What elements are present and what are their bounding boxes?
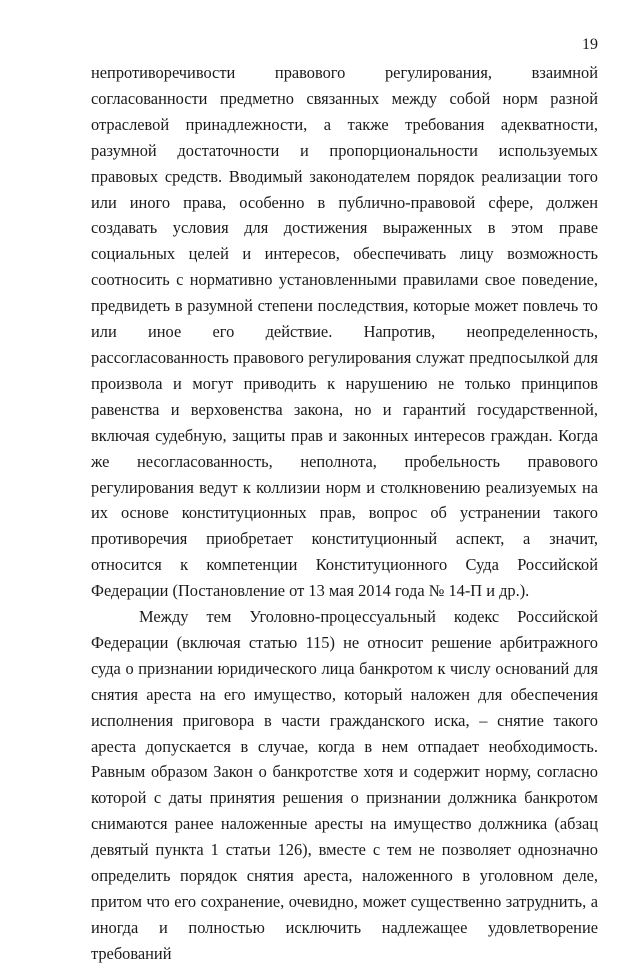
paragraph-continuation: непротиворечивости правового регулирования, взаимной согласованности предметно связанных между собой норм разной отраслевой принадлежности, а также требования адекватности, разумной достаточности и пропорциональности используемых правовых средств. Вводимый законодателем порядок реализации того или иного права, особенно в публично-правовой сфере, должен создавать условия для достижения выраженных в этом праве социальных целей и интересов, обеспечивать лицу возможность соотносить с нормативно установленными правилами свое поведение, предвидеть в разумной степени последствия, которые может повлечь то или иное его действие. Напротив, неопределенность, рассогласованность правового регулирования служат предпосылкой для произвола и могут приводить к нарушению не только принципов равенства и верховенства закона, но и гарантий государственной, включая судебную, защиты прав и законных интересов граждан. Когда же несогласованность, неполнота, пробельность правового регулирования ведут к коллизии норм и столкновению реализуемых на их основе конституционных прав, вопрос об устранении такого противоречия приобретает конституционный аспект, а значит, относится к компетенции Конституционного Суда Российской Федерации (Постановление от 13 мая 2014 года № 14-П и др.). [91, 63, 598, 601]
paragraph: Между тем Уголовно-процессуальный кодекс Российской Федерации (включая статью 115) не относит решение арбитражного суда о признании юридического лица банкротом к числу оснований для снятия ареста на его имущество, который наложен для обеспечения исполнения приговора в части гражданского иска, – снятие такого ареста допускается в случае, когда в нем отпадает необходимость. Равным образом Закон о банкротстве хотя и содержит норму, согласно которой с даты принятия решения о признании должника банкротом снимаются ранее наложенные аресты на имущество должника (абзац девятый пункта 1 статьи 126), вместе с тем не позволяет однозначно определить порядок снятия ареста, наложенного в уголовном деле, притом что его сохранение, очевидно, может существенно затруднить, а иногда и полностью исключить надлежащее удовлетворение требований [91, 607, 598, 963]
document-body [91, 60, 598, 967]
page-number: 19 [582, 36, 598, 53]
